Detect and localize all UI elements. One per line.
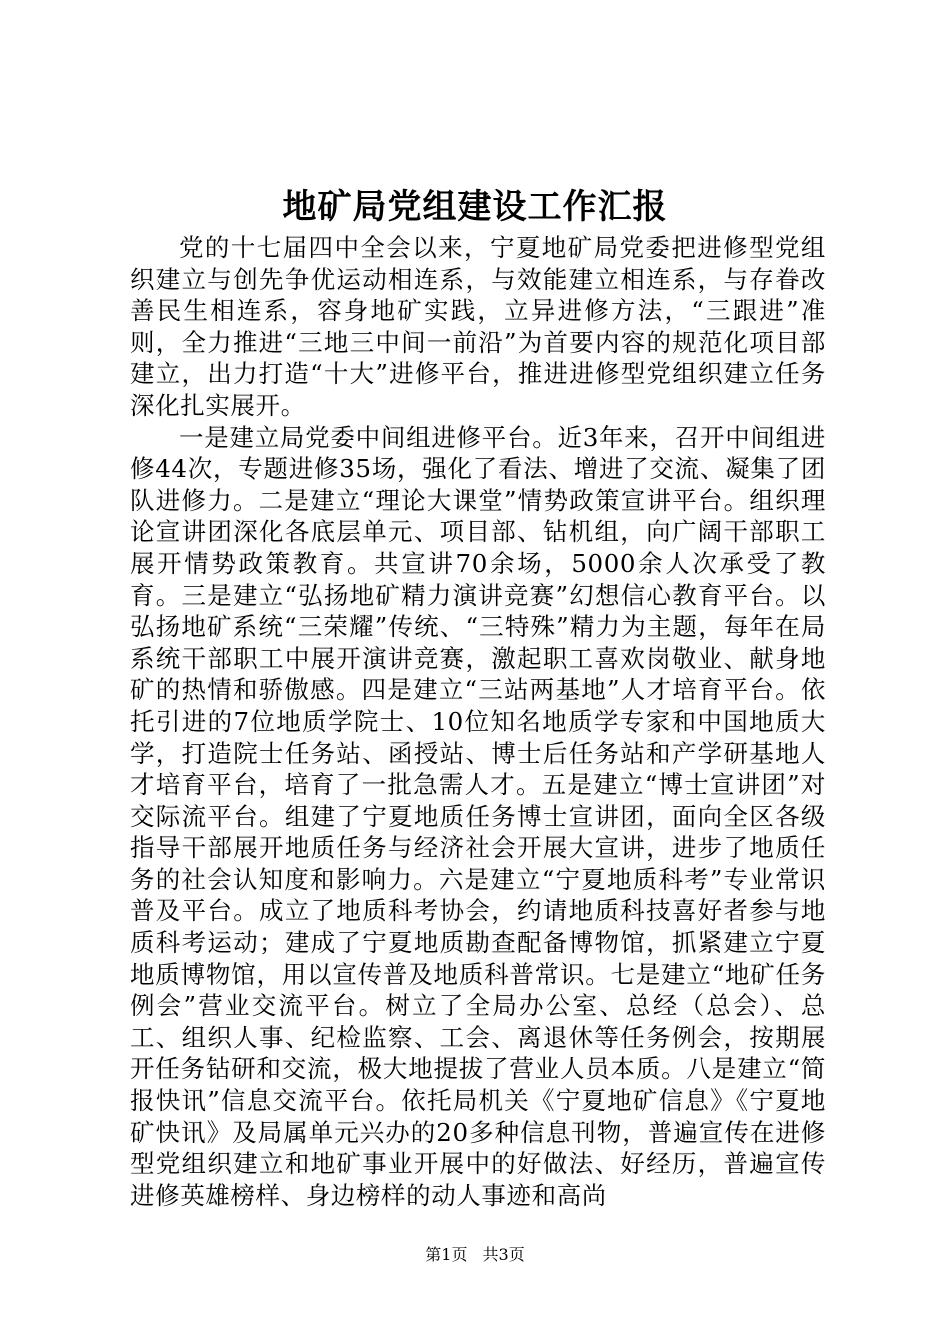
page-number-total: 共3页 — [482, 1245, 525, 1264]
page-number-current: 第1页 — [425, 1245, 468, 1264]
document-title: 地矿局党组建设工作汇报 — [282, 187, 668, 227]
paragraph-intro: 党的十七届四中全会以来，宁夏地矿局党委把进修型党组织建立与创先争优运动相连系，与效能建立相连系，与存眷改善民生相连系，容身地矿实践，立异进修方法，“三跟进”准则，全力推进“三地三中间一前沿”为首要内容的规范化项目部建立，出力打造“十大”进修平台，推进进修型党组织建立任务深化扎实展开。 — [130, 233, 826, 420]
page-footer — [0, 1244, 950, 1266]
paragraph-platforms: 一是建立局党委中间组进修平台。近3年来，召开中间组进修44次，专题进修35场，强化了看法、增进了交流、凝集了团队进修力。二是建立“理论大课堂”情势政策宣讲平台。组织理论宣讲团深化各底层单元、项目部、钻机组，向广阔干部职工展开情势政策教育。共宣讲70余场，5000余人次承受了教育。三是建立“弘扬地矿精力演讲竞赛”幻想信心教育平台。以弘扬地矿系统“三荣耀”传统、“三特殊”精力为主题，每年在局系统干部职工中展开演讲竞赛，激起职工喜欢岗敬业、献身地矿的热情和骄傲感。四是建立“三站两基地”人才培育平台。依托引进的7位地质学院士、10位知名地质学专家和中国地质大学，打造院士任务站、函授站、博士后任务站和产学研基地人才培育平台，培育了一批急需人才。五是建立“博士宣讲团”对交际流平台。组建了宁夏地质任务博士宣讲团，面向全区各级指导干部展开地质任务与经济社会开展大宣讲，进步了地质任务的社会认知度和影响力。六是建立“宁夏地质科考”专业常识普及平台。成立了地质科考协会，约请地质科技喜好者参与地质科考运动；建成了宁夏地质勘查配备博物馆，抓紧建立宁夏地质博物馆，用以宣传普及地质科普常识。七是建立“地矿任务例会”营业交流平台。树立了全局办公室、总经（总会）、总工、组织人事、纪检监察、工会、离退休等任务例会，按期展开任务钻研和交流，极大地提拔了营业人员本质。八是建立“简报快讯”信息交流平台。依托局机关《宁夏地矿信息》《宁夏地矿快讯》及局属单元兴办的20多种信息刊物，普遍宣传在进修型党组织建立和地矿事业开展中的好做法、好经历，普遍宣传进修英雄榜样、身边榜样的动人事迹和高尚 — [130, 422, 826, 1210]
document-body — [130, 232, 826, 1211]
